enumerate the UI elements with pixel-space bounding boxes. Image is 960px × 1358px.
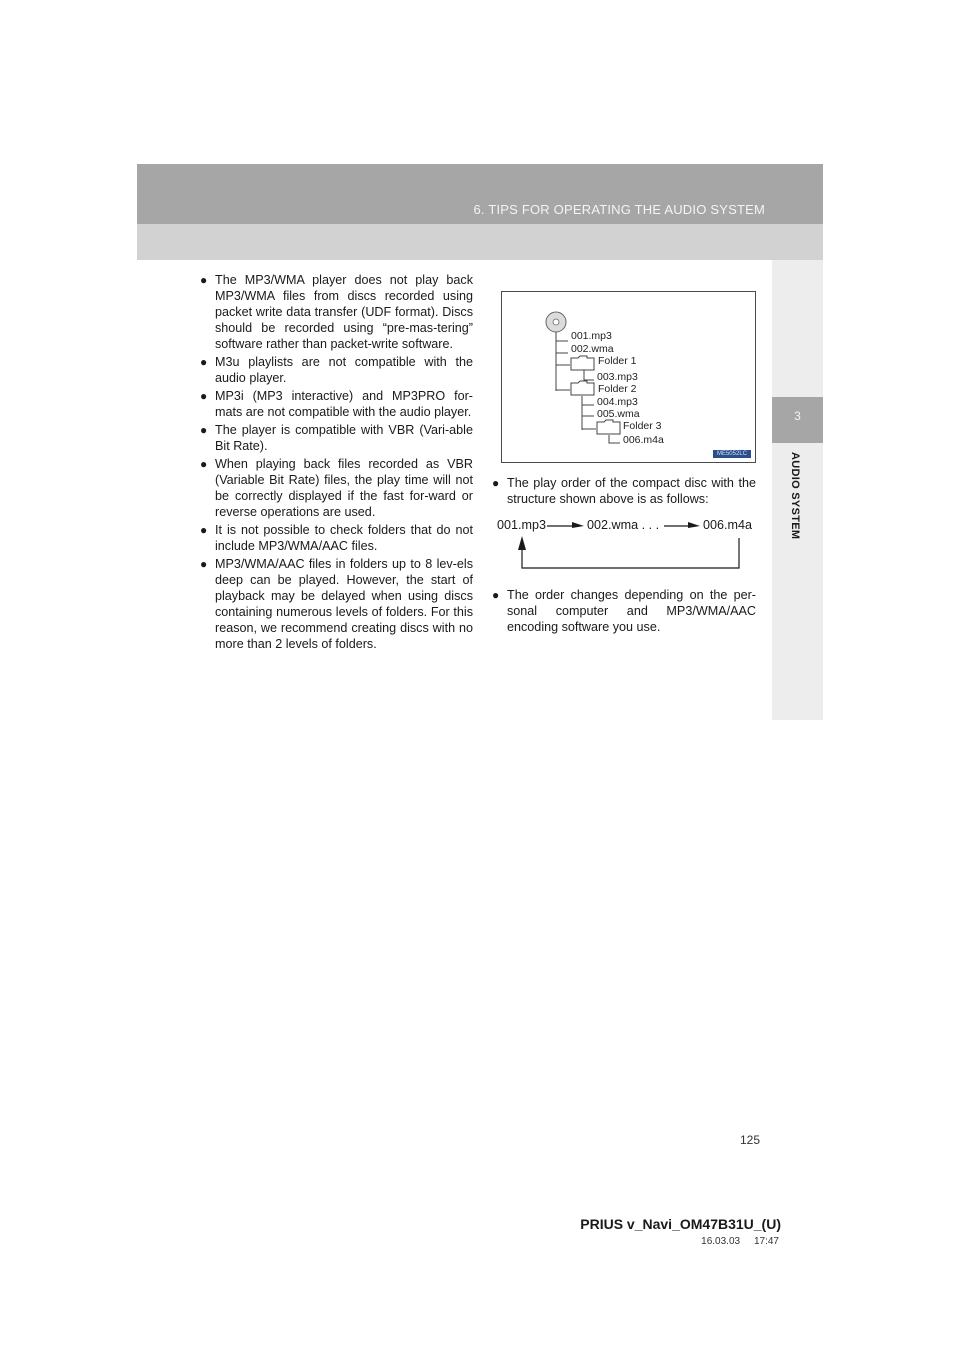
bullet-icon: ● (200, 389, 208, 403)
bullet-icon: ● (200, 557, 208, 571)
bullet-icon: ● (200, 355, 208, 369)
right-column-lower (492, 587, 756, 637)
bullet-item: ● It is not possible to check folders that do not include MP3/WMA/AAC files. (200, 523, 473, 553)
play-order-diagram (492, 514, 762, 574)
page-number: 125 (740, 1133, 761, 1147)
tree-file-label: 006.m4a (623, 434, 664, 446)
bullet-item: ● The play order of the compact disc with the structure shown above is as follows: (492, 476, 756, 506)
header-subband (137, 224, 823, 260)
bullet-icon: ● (492, 588, 500, 602)
model-identifier: PRIUS v_Navi_OM47B31U_(U) (580, 1216, 781, 1232)
bullet-item: ● MP3i (MP3 interactive) and MP3PRO for-mats are not compatible with the audio player. (200, 389, 473, 419)
tree-file-label: 004.mp3 (597, 396, 638, 408)
figure-code: ME5052LC (713, 450, 751, 458)
tree-file-label: 005.wma (597, 408, 640, 420)
play-order-last: 006.m4a (703, 518, 753, 532)
tree-folder-label: Folder 3 (623, 420, 662, 432)
play-order-first: 001.mp3 (497, 518, 547, 532)
folder-structure-figure (501, 291, 756, 463)
right-column (492, 475, 756, 509)
tree-file-label: 001.mp3 (571, 330, 612, 342)
bullet-item: ● M3u playlists are not compatible with the audio player. (200, 355, 473, 385)
tree-file-label: 003.mp3 (597, 371, 638, 383)
chapter-label: AUDIO SYSTEM (789, 452, 801, 540)
chapter-number: 3 (794, 409, 801, 423)
bullet-item: ● MP3/WMA/AAC files in folders up to 8 lev-els deep can be played. However, the start of playback may be delayed when using discs containing numerous levels of folders. For this reason, we recommend creating discs with no more than 2 levels of folders. (200, 557, 473, 651)
bullet-icon: ● (200, 457, 208, 471)
chapter-label-container (783, 452, 807, 592)
bullet-item: ● The player is compatible with VBR (Vari-able Bit Rate). (200, 423, 473, 453)
chapter-tab (772, 397, 823, 443)
section-header (137, 164, 823, 224)
bullet-icon: ● (200, 273, 208, 287)
bullet-icon: ● (492, 476, 500, 490)
tree-folder-label: Folder 2 (598, 383, 637, 395)
section-title: 6. TIPS FOR OPERATING THE AUDIO SYSTEM (473, 202, 765, 217)
play-order-arrows (492, 514, 762, 574)
tree-file-label: 002.wma (571, 343, 614, 355)
tree-folder-label: Folder 1 (598, 355, 637, 367)
folder-icon (597, 420, 620, 434)
bullet-item: ● When playing back files recorded as VBR (Variable Bit Rate) files, the play time will not be correctly displayed if the fast for-ward or reverse operations are used. (200, 457, 473, 519)
print-timestamp: 16.03.03 17:47 (701, 1236, 779, 1247)
bullet-icon: ● (200, 423, 208, 437)
disc-icon (546, 312, 566, 332)
bullet-item: ● The order changes depending on the per-sonal computer and MP3/WMA/AAC encoding software you use. (492, 588, 756, 634)
bullet-item: ● The MP3/WMA player does not play back MP3/WMA files from discs recorded using packet write data transfer (UDF format). Discs should be recorded using “pre-mas-tering” software rather than packet-write software. (200, 273, 473, 351)
bullet-icon: ● (200, 523, 208, 537)
play-order-middle: 002.wma . . . (587, 518, 660, 532)
folder-icon (571, 356, 594, 370)
left-column (200, 272, 473, 654)
folder-icon (571, 381, 594, 395)
